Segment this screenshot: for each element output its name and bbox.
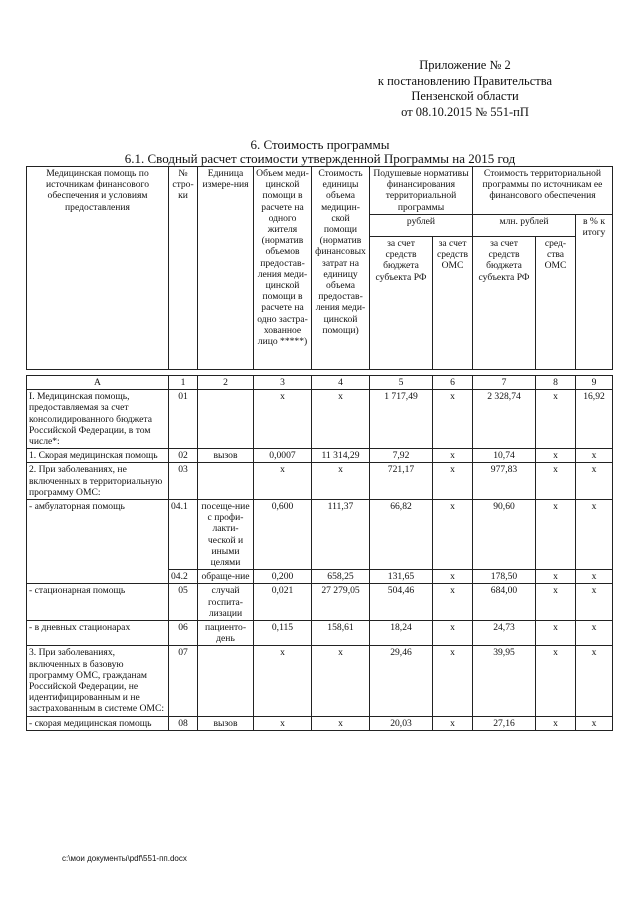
- cell: 6: [433, 376, 473, 390]
- cell: случай госпита-лизации: [198, 584, 254, 621]
- appendix-line: к постановлению Правительства: [377, 73, 553, 88]
- cell: [198, 390, 254, 449]
- table-row: [27, 463, 613, 500]
- header-group-5-6: Подушевые нормативы финансирования территориальной программы: [370, 167, 473, 215]
- cell: 3: [254, 376, 312, 390]
- row-label: 1. Скорая медицинская помощь: [27, 449, 169, 463]
- cell: 04.1: [169, 500, 198, 570]
- cell: 02: [169, 449, 198, 463]
- cell: 131,65: [370, 570, 433, 584]
- cell: вызов: [198, 449, 254, 463]
- table-body-top: [27, 390, 613, 500]
- cell: х: [433, 390, 473, 449]
- cell: 27,16: [473, 716, 536, 730]
- cell: 721,17: [370, 463, 433, 500]
- cell: 0,021: [254, 584, 312, 621]
- cell: х: [254, 716, 312, 730]
- cell: 2 328,74: [473, 390, 536, 449]
- header-col-4: Стоимость единицы объема медицин-ской помощи (норматив финансовых затрат на единицу объема предостав-ления меди-цинской помощи): [312, 167, 370, 370]
- cell: 1: [169, 376, 198, 390]
- cell: 06: [169, 621, 198, 646]
- cell: 0,115: [254, 621, 312, 646]
- cell: 29,46: [370, 646, 433, 716]
- header-col-a: Медицинская помощь по источникам финансового обеспечения и условиям предоставления: [27, 167, 169, 370]
- header-col-9: в % к итогу: [576, 214, 613, 369]
- header-col-7: за счет средств бюджета субъекта РФ: [473, 237, 536, 370]
- cell: пациенто-день: [198, 621, 254, 646]
- section-title: 6. Стоимость программы: [250, 137, 390, 152]
- cell: х: [536, 584, 576, 621]
- cell: х: [433, 584, 473, 621]
- cell: 03: [169, 463, 198, 500]
- cell: х: [254, 390, 312, 449]
- cell: х: [536, 463, 576, 500]
- row-label: - стационарная помощь: [27, 584, 169, 621]
- cell: 7,92: [370, 449, 433, 463]
- cell: 5: [370, 376, 433, 390]
- cell: 658,25: [312, 570, 370, 584]
- subsection-title: 6.1. Сводный расчет стоимости утвержденной Программы на 2015 год: [124, 151, 516, 166]
- cell: 90,60: [473, 500, 536, 570]
- cell: 1 717,49: [370, 390, 433, 449]
- cell: х: [576, 584, 613, 621]
- cell: 684,00: [473, 584, 536, 621]
- row-label: I. Медицинская помощь, предоставляемая за счет консолидированного бюджета Российской Федерации, в том числе*:: [27, 390, 169, 449]
- cell: х: [433, 716, 473, 730]
- header-unit-rubles: рублей: [370, 214, 473, 236]
- cell: х: [433, 646, 473, 716]
- table-row: [27, 584, 613, 621]
- cell: 0,600: [254, 500, 312, 570]
- appendix-block: [340, 58, 590, 120]
- header-group-7-9: Стоимость территориальной программы по источникам ее финансового обеспечения: [473, 167, 613, 215]
- cell: 8: [536, 376, 576, 390]
- header-col-2: Единица измере-ния: [198, 167, 254, 370]
- cell: х: [536, 646, 576, 716]
- appendix-date: от 08.10.2015 № 551-пП: [401, 104, 529, 119]
- header-col-5: за счет средств бюджета субъекта РФ: [370, 237, 433, 370]
- table-row: [27, 449, 613, 463]
- cell: х: [254, 646, 312, 716]
- cell: х: [433, 570, 473, 584]
- cell: обраще-ние: [198, 570, 254, 584]
- row-label: 2. При заболеваниях, не включенных в территориальную программу ОМС:: [27, 463, 169, 500]
- cell: 10,74: [473, 449, 536, 463]
- cell: 04.2: [169, 570, 198, 584]
- cell: 08: [169, 716, 198, 730]
- header-row: [27, 167, 613, 215]
- cell: 20,03: [370, 716, 433, 730]
- cell: вызов: [198, 716, 254, 730]
- table-row-amb-1: [27, 500, 613, 570]
- appendix-line: Приложение № 2: [419, 58, 511, 72]
- cell: 4: [312, 376, 370, 390]
- cell: х: [433, 500, 473, 570]
- header-col-8: сред-ства ОМС: [536, 237, 576, 370]
- cell: 9: [576, 376, 613, 390]
- cell: 2: [198, 376, 254, 390]
- header-col-1: № стро-ки: [169, 167, 198, 370]
- table-body-bottom: [27, 584, 613, 730]
- cell: х: [576, 463, 613, 500]
- cell: 39,95: [473, 646, 536, 716]
- cell: х: [433, 621, 473, 646]
- cell: 11 314,29: [312, 449, 370, 463]
- cell: А: [27, 376, 169, 390]
- cell: х: [576, 570, 613, 584]
- cell: 07: [169, 646, 198, 716]
- header-col-3: Объем меди-цинской помощи в расчете на одного жителя (норматив объемов предостав-ления меди-цинской помощи в расчете на одно застра-хованное лицо *****): [254, 167, 312, 370]
- cell: х: [536, 500, 576, 570]
- cell: х: [536, 449, 576, 463]
- cell: посеще-ние с профи-лакти-ческой и иными целями: [198, 500, 254, 570]
- cell: 27 279,05: [312, 584, 370, 621]
- cell: х: [312, 390, 370, 449]
- cell: 7: [473, 376, 536, 390]
- table-row: [27, 646, 613, 716]
- row-label: - в дневных стационарах: [27, 621, 169, 646]
- cell: 01: [169, 390, 198, 449]
- cell: 504,46: [370, 584, 433, 621]
- cell: х: [536, 716, 576, 730]
- appendix-line: Пензенской области: [411, 89, 519, 103]
- row-label: - скорая медицинская помощь: [27, 716, 169, 730]
- cell: 977,83: [473, 463, 536, 500]
- cell: 66,82: [370, 500, 433, 570]
- cell: х: [536, 390, 576, 449]
- cell: х: [576, 716, 613, 730]
- row-label: 3. При заболеваниях, включенных в базовую программу ОМС, гражданам Российской Федерации, не идентифицированным и не застрахованным в системе ОМС:: [27, 646, 169, 716]
- cell: х: [536, 570, 576, 584]
- cell: х: [536, 621, 576, 646]
- cell: 178,50: [473, 570, 536, 584]
- cell: х: [312, 646, 370, 716]
- table-row: [27, 716, 613, 730]
- cell: х: [254, 463, 312, 500]
- cell: х: [576, 646, 613, 716]
- footer-file-path: c:\мои документы\pdf\551-пп.docx: [62, 854, 187, 863]
- cell: 0,0007: [254, 449, 312, 463]
- cell: 158,61: [312, 621, 370, 646]
- cell: х: [576, 621, 613, 646]
- cell: х: [576, 500, 613, 570]
- cell: х: [433, 463, 473, 500]
- cell: 05: [169, 584, 198, 621]
- cell: 111,37: [312, 500, 370, 570]
- cell: 16,92: [576, 390, 613, 449]
- table-row: [27, 390, 613, 449]
- table-row: [27, 621, 613, 646]
- cost-table: [26, 166, 613, 731]
- cell: 24,73: [473, 621, 536, 646]
- header-unit-mln: млн. рублей: [473, 214, 576, 236]
- row-label: - амбулаторная помощь: [27, 500, 169, 584]
- cell: х: [576, 449, 613, 463]
- cell: х: [312, 463, 370, 500]
- cell: 0,200: [254, 570, 312, 584]
- cell: х: [312, 716, 370, 730]
- cell: [198, 463, 254, 500]
- cell: [198, 646, 254, 716]
- header-col-6: за счет средств ОМС: [433, 237, 473, 370]
- cell: 18,24: [370, 621, 433, 646]
- cell: х: [433, 449, 473, 463]
- numbering-row: [27, 376, 613, 390]
